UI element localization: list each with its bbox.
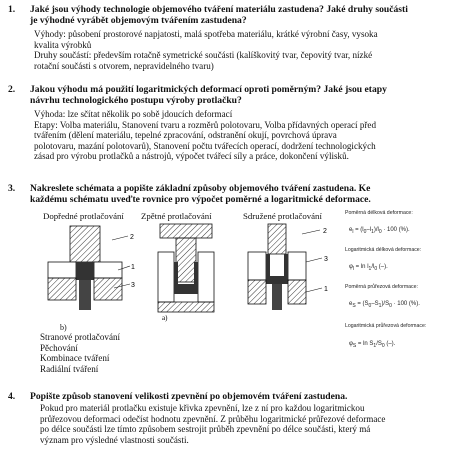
- question-2-line: Jakou výhodu má použití logaritmických deformací oproti poměrným? Jaké jsou etapy: [30, 84, 387, 95]
- other-methods-list: [40, 332, 120, 374]
- question-3-text: [30, 183, 456, 205]
- formula-rel-cross-title: Poměrná průřezová deformace:: [345, 284, 418, 290]
- label-b: b): [60, 323, 67, 332]
- formula-log-length: $\varphi_l = \ln l_1/l_0$ (–).: [349, 264, 388, 273]
- question-1-line: Jaké jsou výhody technologie objemového tváření materiálu zastudena? Jaké druhy součásti: [30, 4, 408, 15]
- question-4-number: 4.: [8, 391, 16, 402]
- formula-log-cross-title: Logaritmická průřezová deformace:: [345, 323, 427, 329]
- question-3-number: 3.: [8, 183, 16, 194]
- answer-1-line: Výhody: působení prostorové napjatosti, malá spotřeba materiálu, krátké výrobní časy, vysoka: [34, 29, 378, 39]
- backward-extrusion-drawing: [158, 224, 214, 322]
- answer-2-line: tvářením (dělení materiálu, tepelné zpracování, odstranění okují, povrchová úprava: [34, 130, 337, 141]
- label-forward-extrusion: Dopředné protlačování: [43, 211, 124, 221]
- question-4-line: Popište způsob stanovení velikosti zpevnění po objemovém tváření zastudena.: [30, 391, 348, 402]
- answer-1-line: rotační součásti s otvorem, nepravidelného tvaru): [34, 60, 214, 71]
- answer-2-line: Výhoda: lze sčítat několik po sobě jdoucích deformací: [34, 109, 233, 119]
- answer-4-line: po délce součásti lze tímto způsobem sestrojit průběh zpevnění po délce součásti, který má: [40, 424, 371, 435]
- answer-4-line: průřezovou deformaci odečíst hodnotu zpevnění. Z průběhu logaritmické průřezové deformace: [40, 413, 386, 424]
- forward-extrusion-drawing: [48, 226, 135, 310]
- label-a: a): [162, 314, 168, 322]
- answer-4: [40, 403, 454, 445]
- answer-2-line: polotovaru, mazání polotovarů), Stanovení počtu tvářecích operací, dodržení technologických: [34, 140, 376, 151]
- extrusion-schematics: [30, 222, 340, 322]
- answer-1-line: kvalita výrobků: [34, 39, 92, 50]
- question-1-number: 1.: [8, 4, 16, 15]
- formula-log-length-title: Logaritmická délková deformace:: [345, 247, 422, 253]
- formula-rel-length: $e_l = (l_0-l_1)/l_0 \cdot 100$ (%).: [349, 227, 410, 236]
- svg-text:3: 3: [324, 256, 328, 263]
- question-2-number: 2.: [8, 84, 16, 95]
- combined-extrusion-drawing: [248, 224, 328, 310]
- label-combined-extrusion: Sdružené protlačování: [243, 211, 322, 221]
- answer-4-line: Pokud pro materiál protlačku existuje křivka zpevnění, lze z ní pro každou logaritmickou: [40, 403, 365, 413]
- answer-4-line: význam pro výsledné vlastnosti součásti.: [40, 434, 189, 445]
- formula-rel-length-title: Poměrná délková deformace:: [345, 210, 413, 216]
- svg-text:1: 1: [324, 286, 328, 293]
- answer-1-line: Druhy součástí: především rotačně symetrické součásti (kalíškovitý tvar, čepovitý tvar, nízké: [34, 50, 373, 61]
- question-4-text: [30, 391, 456, 402]
- question-1-text: [30, 4, 456, 26]
- svg-text:3: 3: [131, 282, 135, 289]
- question-1-line: je výhodné vyrábět objemovým tvářením zastudena?: [30, 15, 247, 26]
- list-item: Radiální tváření: [40, 363, 99, 374]
- formula-log-cross: $\varphi_S = \ln S_1/S_0$ (–).: [349, 341, 396, 350]
- svg-text:2: 2: [130, 234, 134, 241]
- list-item: Kombinace tváření: [40, 353, 110, 364]
- question-3-line: Nakreslete schémata a popište základní způsoby objemového tváření zastudena. Ke: [30, 183, 371, 194]
- question-2-text: [30, 84, 456, 106]
- answer-1: [34, 29, 448, 71]
- svg-text:2: 2: [323, 228, 327, 235]
- svg-text:1: 1: [131, 264, 135, 271]
- formula-rel-cross: $e_S = (S_0-S_1)/S_0 \cdot 100$ (%).: [349, 301, 420, 310]
- formula-block: [343, 210, 453, 360]
- answer-2: [34, 109, 448, 162]
- label-backward-extrusion: Zpětné protlačování: [141, 211, 212, 221]
- question-3-line: každému schématu uveďte rovnice pro výpočet poměrné a logaritmické deformace.: [30, 194, 371, 205]
- question-2-line: návrhu technologického postupu výroby protlačku?: [30, 95, 242, 106]
- answer-2-line: Etapy: Volba materiálu, Stanovení tvaru a rozměrů polotovaru, Volba přídavných operací před: [34, 119, 377, 130]
- list-item: Stranové protlačování: [40, 332, 121, 342]
- answer-2-line: zásad pro výrobu protlačků a nástrojů, výpočet tvářecí síly a práce, dokončení výlisků.: [34, 151, 349, 162]
- list-item: Pěchování: [40, 342, 78, 353]
